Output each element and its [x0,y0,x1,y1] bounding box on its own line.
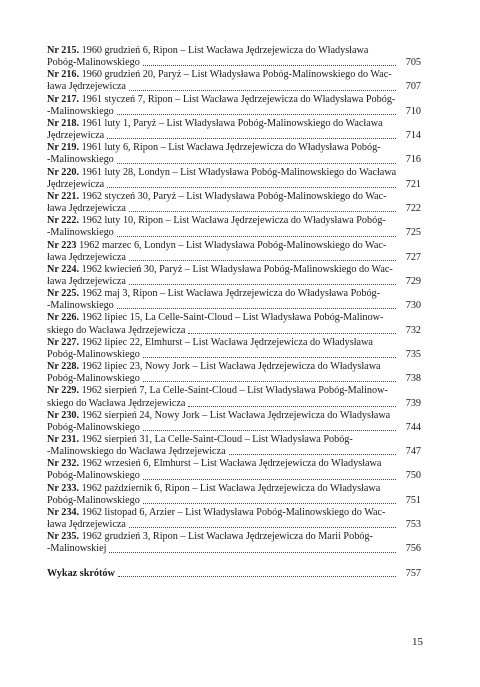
toc-entry-first-line [47,191,421,203]
toc-entry-first-line [47,167,421,179]
toc-entry-row [47,519,421,531]
toc-entry-row [47,398,421,410]
dot-leader [129,283,396,285]
letter-number: Nr 228. [47,361,80,373]
dot-leader [188,405,396,407]
page-reference: 738 [405,373,421,385]
toc-entry-row [47,373,421,385]
toc-entry-first-line [47,361,421,373]
toc-entry-first-line [47,531,421,543]
toc-entry-first-line [47,434,421,446]
letter-description-continued: -Malinowskiego [47,105,114,117]
toc-entry-row [47,81,421,93]
toc-entry [47,45,421,69]
letter-description: 1962 październik 6, Ripon – List Wacława Jędrzejewicza do Władysława [79,482,381,494]
page-reference: 753 [405,519,421,531]
toc-entry-first-line [47,118,421,130]
letter-description-continued: Pobóg-Malinowskiego [47,494,140,506]
page-reference: 722 [405,203,421,215]
dot-leader [107,137,396,139]
toc-entry [47,337,421,361]
toc-entry [47,118,421,142]
letter-description: 1962 styczeń 30, Paryż – List Władysława Pobóg-Malinowskiego do Wac- [79,190,387,202]
toc-entry-abbreviations [47,568,421,580]
toc-entry [47,531,421,555]
toc-entry-first-line [47,385,421,397]
letter-number: Nr 215. [47,45,80,56]
page-reference: 710 [405,105,421,117]
page-reference: 735 [405,348,421,360]
toc-entry-row [47,203,421,215]
toc-entry-row [47,252,421,264]
page-reference: 725 [405,227,421,239]
dot-leader [117,307,396,309]
dot-leader [229,453,396,455]
page-reference: 750 [405,470,421,482]
toc-entry-row [47,495,421,507]
letter-number: Nr 229. [47,385,80,397]
toc-entry-first-line [47,312,421,324]
dot-leader [107,186,396,188]
table-of-contents [47,45,421,580]
letter-description: 1960 grudzień 6, Ripon – List Wacława Jędrzejewicza do Władysława [79,45,369,56]
toc-entry-row [47,154,421,166]
toc-entry-row [47,325,421,337]
letter-number: Nr 234. [47,506,80,518]
page-reference: 756 [405,543,421,555]
letter-description: 1962 kwiecień 30, Paryż – List Władysława Pobóg-Malinowskiego do Wac- [79,263,393,275]
toc-entry-first-line [47,337,421,349]
letter-description: 1962 sierpień 31, La Celle-Saint-Cloud – List Władysława Pobóg- [79,434,353,445]
page-number: 15 [412,636,423,648]
dot-leader [143,380,396,382]
page-reference: 732 [405,324,421,336]
dot-leader [129,526,396,528]
toc-entry-row [47,422,421,434]
page-reference: 729 [405,275,421,287]
toc-entry [47,264,421,288]
letter-description-continued: -Malinowskiego [47,154,114,166]
letter-description: 1962 sierpień 7, La Celle-Saint-Cloud – List Władysława Pobóg-Malinow- [79,385,388,397]
spacer [47,556,421,568]
toc-entry [47,69,421,93]
letter-description: 1962 lipiec 22, Elmhurst – List Wacława Jędrzejewicza do Władysława [79,336,373,348]
letter-number: Nr 225. [47,288,80,300]
letter-number: Nr 231. [47,434,80,445]
letter-description: 1962 maj 3, Ripon – List Wacława Jędrzejewicza do Władysława Pobóg- [79,288,381,300]
letter-description-continued: Pobóg-Malinowskiego [47,373,140,385]
dot-leader [143,356,396,358]
toc-entry [47,142,421,166]
letter-description-continued: ława Jędrzejewicza [47,519,126,531]
toc-entry-first-line [47,69,421,81]
toc-entries [47,45,421,556]
dot-leader [117,113,396,115]
letter-description-continued: Pobóg-Malinowskiego [47,57,140,69]
letter-number: Nr 217. [47,93,80,105]
toc-entry [47,215,421,239]
letter-description-continued: Pobóg-Malinowskiego [47,421,140,433]
toc-entry [47,94,421,118]
toc-entry [47,410,421,434]
letter-number: Nr 218. [47,117,80,129]
letter-number: Nr 222. [47,215,80,227]
toc-entry-row [47,130,421,142]
letter-number: Nr 235. [47,531,80,543]
toc-entry-row [47,227,421,239]
page-reference: 714 [405,130,421,142]
letter-number: Nr 230. [47,409,80,421]
letter-description-continued: -Malinowskiej [47,543,107,555]
toc-entry-first-line [47,288,421,300]
letter-number: Nr 220. [47,166,80,178]
toc-entry [47,507,421,531]
toc-entry-row [47,300,421,312]
letter-number: Nr 233. [47,482,80,494]
dot-leader [129,89,396,91]
toc-entry [47,385,421,409]
letter-description-continued: -Malinowskiego [47,227,114,239]
toc-entry-first-line [47,215,421,227]
letter-description-continued: Jędrzejewicza [47,178,105,190]
dot-leader [143,502,396,504]
letter-number: Nr 224. [47,263,80,275]
toc-entry-first-line [47,240,421,252]
page-reference: 721 [405,178,421,190]
page-reference: 716 [405,154,421,166]
letter-description: 1962 luty 10, Ripon – List Wacława Jędrzejewicza do Władysława Pobóg- [79,215,386,227]
toc-entry [47,191,421,215]
toc-entry [47,312,421,336]
page-reference: 747 [405,446,421,458]
toc-entry-first-line [47,507,421,519]
toc-entry-row [47,106,421,118]
letter-description: 1962 sierpień 24, Nowy Jork – List Wacława Jędrzejewicza do Władysława [79,409,391,421]
letter-number: Nr 216. [47,69,80,81]
page-reference: 727 [405,251,421,263]
page-reference: 744 [405,421,421,433]
letter-description: 1962 marzec 6, Londyn – List Władysława Pobóg-Malinowskiego do Wac- [76,239,387,251]
letter-description: 1960 grudzień 20, Paryż – List Władysława Pobóg-Malinowskiego do Wac- [79,69,392,81]
dot-leader [109,551,396,553]
page-reference: 751 [405,494,421,506]
letter-description-continued: skiego do Wacława Jędrzejewicza [47,324,186,336]
letter-description: 1962 listopad 6, Arzier – List Władysława Pobóg-Malinowskiego do Wac- [79,506,386,518]
toc-entry-first-line [47,94,421,106]
abbreviations-label: Wykaz skrótów [47,567,115,579]
letter-description-continued: -Malinowskiego do Wacława Jędrzejewicza [47,446,226,458]
letter-description-continued: Pobóg-Malinowskiego [47,470,140,482]
toc-entry-first-line [47,483,421,495]
toc-entry-row [47,470,421,482]
toc-entry [47,434,421,458]
letter-description: 1961 luty 6, Ripon – List Wacława Jędrzejewicza do Władysława Pobóg- [79,142,381,154]
toc-entry-row [47,446,421,458]
letter-number: Nr 227. [47,336,80,348]
letter-description-continued: Pobóg-Malinowskiego [47,348,140,360]
letter-description-continued: ława Jędrzejewicza [47,251,126,263]
letter-number: Nr 226. [47,312,80,324]
abbreviations-page: 757 [405,567,421,579]
dot-leader [129,210,396,212]
toc-entry-row [47,57,421,69]
toc-entry-first-line [47,458,421,470]
toc-entry-first-line [47,142,421,154]
letter-description: 1962 grudzień 3, Ripon – List Wacława Jędrzejewicza do Marii Pobóg- [79,531,373,543]
toc-entry [47,458,421,482]
toc-entry-first-line [47,264,421,276]
letter-description: 1961 luty 28, Londyn – List Władysława Pobóg-Malinowskiego do Wacława [79,166,397,178]
letter-description: 1962 wrzesień 6, Elmhurst – List Wacława Jędrzejewicza do Władysława [79,458,382,470]
toc-entry-row [47,276,421,288]
letter-description: 1961 luty 1, Paryż – List Władysława Pobóg-Malinowskiego do Wacława [79,117,383,129]
letter-number: Nr 219. [47,142,80,154]
toc-entry [47,240,421,264]
letter-number: Nr 232. [47,458,80,470]
toc-entry-row [47,179,421,191]
page-reference: 739 [405,397,421,409]
letter-description-continued: ława Jędrzejewicza [47,275,126,287]
toc-entry [47,361,421,385]
dot-leader [129,259,396,261]
toc-entry-row [47,543,421,555]
toc-entry [47,167,421,191]
page-reference: 730 [405,300,421,312]
letter-number: Nr 223 [47,239,77,251]
dot-leader [188,332,396,334]
page-reference: 707 [405,81,421,93]
dot-leader [117,235,396,237]
letter-number: Nr 221. [47,190,80,202]
dot-leader [118,575,396,577]
dot-leader [117,162,396,164]
letter-description-continued: ława Jędrzejewicza [47,81,126,93]
letter-description-continued: skiego do Wacława Jędrzejewicza [47,397,186,409]
dot-leader [143,64,396,66]
toc-entry [47,288,421,312]
toc-entry-first-line [47,410,421,422]
toc-entry-row [47,349,421,361]
page-reference: 705 [405,57,421,69]
toc-entry [47,483,421,507]
toc-entry-first-line [47,45,421,57]
letter-description-continued: Jędrzejewicza [47,130,105,142]
letter-description-continued: -Malinowskiego [47,300,114,312]
letter-description: 1961 styczeń 7, Ripon – List Wacława Jędrzejewicza do Władysława Pobóg- [79,93,396,105]
letter-description-continued: ława Jędrzejewicza [47,203,126,215]
toc-entry-row [47,568,421,580]
dot-leader [143,429,396,431]
letter-description: 1962 lipiec 15, La Celle-Saint-Cloud – List Władysława Pobóg-Malinow- [79,312,384,324]
dot-leader [143,478,396,480]
letter-description: 1962 lipiec 23, Nowy Jork – List Wacława Jędrzejewicza do Władysława [79,361,381,373]
